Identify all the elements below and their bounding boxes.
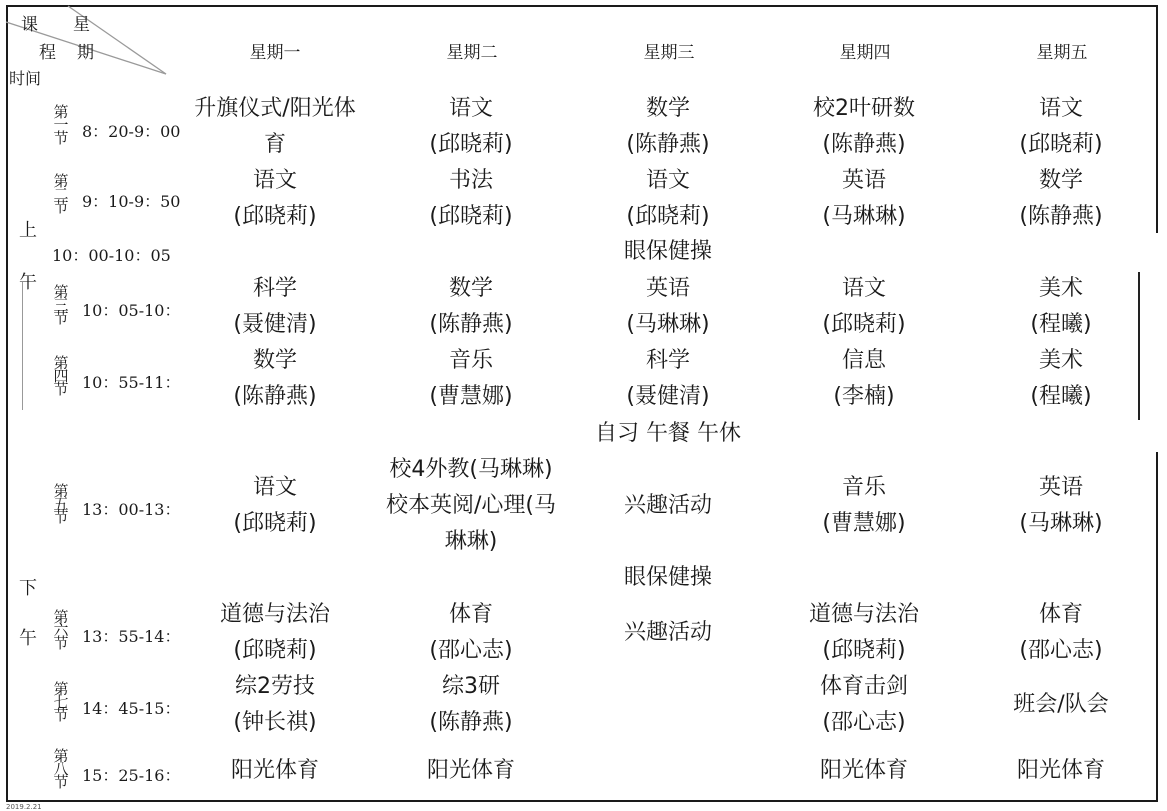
period-label	[50, 680, 72, 724]
period-time: 10：55-11：	[82, 373, 181, 392]
period-time: 14：45-15：	[82, 699, 181, 718]
period-label	[50, 747, 72, 791]
course-teacher: (邱晓莉)	[233, 204, 317, 229]
course-cell	[963, 753, 1159, 789]
course-cell	[766, 470, 962, 542]
course-cell	[766, 597, 962, 669]
course-cell	[177, 343, 373, 415]
course-name: 阳光体育	[426, 758, 515, 783]
period-time: 13：55-14：	[82, 627, 181, 646]
course-teacher: (邱晓莉)	[233, 511, 317, 536]
course-cell	[570, 343, 766, 415]
course-cell	[177, 597, 373, 669]
course-teacher: (聂健清)	[233, 312, 317, 337]
afternoon-label: 下	[19, 578, 37, 599]
course-name: 语文	[252, 168, 297, 193]
course-cell	[177, 91, 373, 163]
day-header: 星期五	[1036, 43, 1088, 63]
course-name: 英语	[841, 168, 886, 193]
course-cell	[766, 343, 962, 415]
course-cell	[373, 452, 569, 560]
course-teacher: (陈静燕)	[626, 132, 710, 157]
course-name: 兴趣活动	[623, 493, 712, 518]
course-name: 校4外教(马琳琳)	[389, 457, 553, 482]
period-label	[50, 608, 72, 652]
period-label	[50, 283, 72, 327]
course-cell	[177, 669, 373, 741]
course-teacher: (邵心志)	[1019, 638, 1103, 663]
course-teacher: (马琳琳)	[626, 312, 710, 337]
course-cell	[373, 271, 569, 343]
afternoon-label: 午	[19, 628, 37, 649]
course-name: 体育	[1038, 602, 1083, 627]
corner-label-xing: 星	[73, 15, 90, 35]
course-name: 英语	[645, 276, 690, 301]
course-name: 道德与法治	[219, 602, 330, 627]
course-teacher: (邱晓莉)	[233, 638, 317, 663]
period-label-char: 三	[53, 296, 69, 314]
course-name: 兴趣活动	[623, 620, 712, 645]
course-cell	[766, 753, 962, 789]
course-name: 数学	[252, 348, 297, 373]
course-name: 校2叶研数	[813, 96, 915, 121]
corner-label-shijian: 时间	[9, 69, 42, 88]
corner-label-ke: 课	[21, 15, 38, 35]
course-teacher: 育	[263, 132, 286, 157]
course-cell	[766, 163, 962, 235]
course-cell	[373, 669, 569, 741]
course-teacher: (程曦)	[1030, 384, 1092, 409]
period-label-char: 节	[53, 129, 69, 147]
period-time: 10：05-10：	[82, 301, 181, 320]
course-teacher: (邵心志)	[822, 710, 906, 735]
period-label-char: 第	[53, 354, 69, 372]
course-teacher: (陈静燕)	[822, 132, 906, 157]
course-teacher: (马琳琳)	[1019, 511, 1103, 536]
course-name: 美术	[1038, 348, 1083, 373]
course-teacher: (钟长祺)	[233, 710, 317, 735]
course-cell	[766, 271, 962, 343]
course-name: 阳光体育	[1016, 758, 1105, 783]
course-name: 音乐	[841, 475, 886, 500]
course-name: 道德与法治	[808, 602, 919, 627]
period-label-char: 四	[53, 367, 69, 385]
corner-label-qi: 期	[77, 43, 94, 63]
day-header: 星期三	[643, 43, 695, 63]
period-label-char: 第	[53, 747, 69, 765]
corner-label-cheng: 程	[39, 43, 56, 63]
course-name: 语文	[841, 276, 886, 301]
course-teacher: (马琳琳)	[822, 204, 906, 229]
course-teacher: (邱晓莉)	[1019, 132, 1103, 157]
period-label-char: 节	[53, 773, 69, 791]
course-name: 音乐	[448, 348, 493, 373]
course-name: 数学	[448, 276, 493, 301]
course-teacher: (陈静燕)	[429, 710, 513, 735]
morning-label: 午	[19, 272, 37, 293]
period-label	[50, 482, 72, 526]
course-name: 书法	[448, 168, 493, 193]
course-name: 体育击剑	[819, 674, 908, 699]
course-cell	[963, 343, 1159, 415]
period-label-char: 第	[53, 103, 69, 121]
course-cell	[373, 343, 569, 415]
period-label	[50, 354, 72, 398]
course-name: 班会/队会	[1013, 692, 1109, 717]
course-name: 科学	[645, 348, 690, 373]
course-teacher: (邱晓莉)	[429, 132, 513, 157]
period-label-char: 第	[53, 482, 69, 500]
period-label-char: 七	[53, 693, 69, 711]
course-teacher: (曹慧娜)	[822, 511, 906, 536]
course-cell	[373, 753, 569, 789]
period-label-char: 五	[53, 495, 69, 513]
course-name: 阳光体育	[819, 758, 908, 783]
period-label-char: 二	[53, 185, 69, 203]
period-label-char: 第	[53, 608, 69, 626]
period-time: 15：25-16：	[82, 766, 181, 785]
course-cell	[766, 91, 962, 163]
period-time: 13：00-13：	[82, 500, 181, 519]
period-label-char: 第	[53, 172, 69, 190]
course-name: 数学	[645, 96, 690, 121]
period-label	[50, 172, 72, 216]
course-teacher: (邱晓莉)	[822, 638, 906, 663]
course-cell	[963, 687, 1159, 723]
period-label-char: 第	[53, 680, 69, 698]
period-label-char: 节	[53, 508, 69, 526]
eye-exercise-banner: 眼保健操	[623, 239, 712, 264]
course-cell	[766, 669, 962, 741]
course-name: 科学	[252, 276, 297, 301]
period-time: 9：10-9：50	[82, 192, 181, 211]
course-teacher: (陈静燕)	[429, 312, 513, 337]
divider-line	[22, 282, 23, 410]
course-teacher: (曹慧娜)	[429, 384, 513, 409]
course-cell	[373, 163, 569, 235]
course-cell	[373, 597, 569, 669]
course-name: 信息	[841, 348, 886, 373]
course-cell	[570, 488, 766, 524]
day-header: 星期二	[446, 43, 498, 63]
footer-note: 2019.2.21	[6, 803, 42, 811]
period-label-char: 八	[53, 760, 69, 778]
day-header: 星期一	[249, 43, 301, 63]
morning-label: 上	[19, 220, 37, 241]
course-teacher: (李楠)	[833, 384, 895, 409]
course-name: 综2劳技	[235, 674, 315, 699]
course-teacher: 校本英阅/心理(马	[386, 493, 556, 518]
period-label-char: 节	[53, 309, 69, 327]
day-header: 星期四	[839, 43, 891, 63]
period-label-char: 第	[53, 283, 69, 301]
period-label-char: 节	[53, 634, 69, 652]
course-teacher: (聂健清)	[626, 384, 710, 409]
course-name: 阳光体育	[230, 758, 319, 783]
period-label	[50, 103, 72, 147]
period-label-char: 节	[53, 380, 69, 398]
course-teacher: (陈静燕)	[1019, 204, 1103, 229]
course-cell	[570, 91, 766, 163]
course-cell	[963, 470, 1159, 542]
course-teacher: (邵心志)	[429, 638, 513, 663]
course-cell	[177, 271, 373, 343]
course-teacher: (陈静燕)	[233, 384, 317, 409]
course-teacher: (邱晓莉)	[626, 204, 710, 229]
noon-banner: 自习 午餐 午休	[595, 421, 741, 446]
course-cell	[963, 163, 1159, 235]
eye-exercise-banner: 眼保健操	[623, 565, 712, 590]
period-label-char: 节	[53, 198, 69, 216]
course-name: 语文	[252, 475, 297, 500]
course-name: 美术	[1038, 276, 1083, 301]
course-name: 体育	[448, 602, 493, 627]
course-cell	[570, 615, 766, 651]
course-name: 数学	[1038, 168, 1083, 193]
course-cell	[570, 163, 766, 235]
course-name: 综3研	[442, 674, 500, 699]
period-label-char: 节	[53, 706, 69, 724]
course-name: 英语	[1038, 475, 1083, 500]
course-cell	[177, 753, 373, 789]
period-time: 8：20-9：00	[82, 122, 181, 141]
period-label-char: 六	[53, 621, 69, 639]
period-label-char: 一	[53, 116, 69, 134]
course-cell	[963, 271, 1159, 343]
course-teacher: (邱晓莉)	[429, 204, 513, 229]
course-cell	[177, 163, 373, 235]
course-name: 升旗仪式/阳光体	[194, 96, 356, 121]
course-cell	[177, 470, 373, 542]
break-time: 10：00-10：05	[52, 246, 171, 265]
course-teacher: (程曦)	[1030, 312, 1092, 337]
course-cell	[963, 91, 1159, 163]
course-teacher: (邱晓莉)	[822, 312, 906, 337]
course-name: 语文	[448, 96, 493, 121]
course-cell	[963, 597, 1159, 669]
course-teacher: 琳琳)	[444, 529, 498, 554]
course-cell	[373, 91, 569, 163]
course-name: 语文	[1038, 96, 1083, 121]
course-name: 语文	[645, 168, 690, 193]
course-cell	[570, 271, 766, 343]
